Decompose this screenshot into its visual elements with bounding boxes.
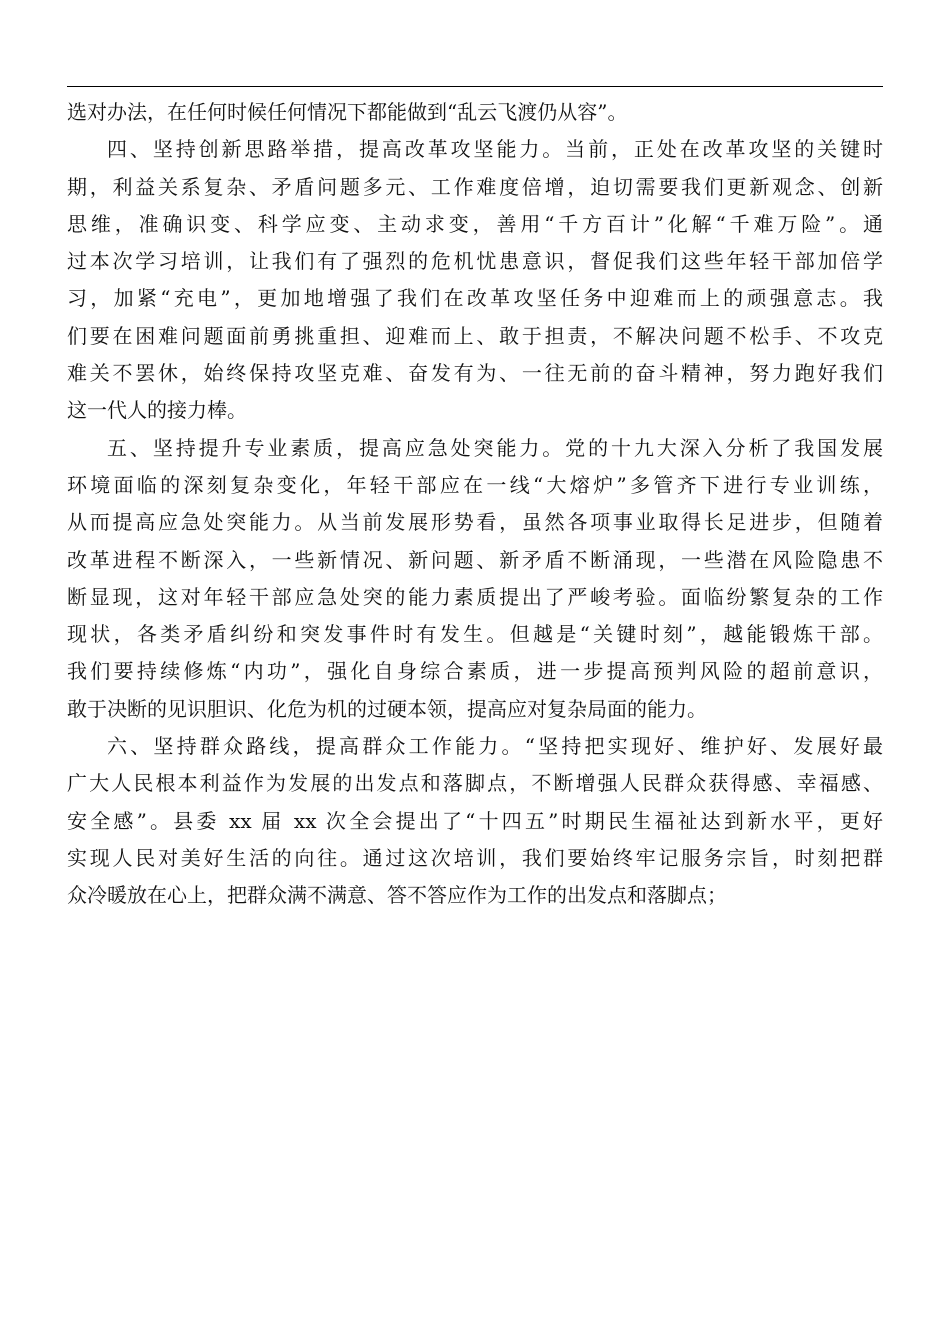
text-line: 期，利益关系复杂、矛盾问题多元、工作难度倍增，迫切需要我们更新观念、创新 xyxy=(67,174,883,199)
text-line: 广大人民根本利益作为发展的出发点和落脚点，不断增强人民群众获得感、幸福感、 xyxy=(67,771,883,796)
text-line: 选对办法，在任何时候任何情况下都能做到“乱云飞渡仍从容”。 xyxy=(67,100,628,124)
text-line: 六、坚持群众路线，提高群众工作能力。“坚持把实现好、维护好、发展好最 xyxy=(107,734,883,759)
text-line: 难关不罢休，始终保持攻坚克难、奋发有为、一往无前的奋斗精神，努力跑好我们 xyxy=(67,361,883,386)
text-line: 习，加紧“充电”，更加地增强了我们在改革攻坚任务中迎难而上的顽强意志。我 xyxy=(67,286,883,311)
text-line: 五、坚持提升专业素质，提高应急处突能力。党的十九大深入分析了我国发展 xyxy=(107,435,883,460)
text-line: 断显现，这对年轻干部应急处突的能力素质提出了严峻考验。面临纷繁复杂的工作 xyxy=(67,584,883,609)
text-line: 众冷暖放在心上，把群众满不满意、答不答应作为工作的出发点和落脚点； xyxy=(67,883,727,908)
text-line: 现状，各类矛盾纠纷和突发事件时有发生。但越是“关键时刻”，越能锻炼干部。 xyxy=(67,622,883,647)
document-body xyxy=(67,94,883,915)
text-line: 环境面临的深刻复杂变化，年轻干部应在一线“大熔炉”多管齐下进行专业训练， xyxy=(67,472,883,497)
header-rule xyxy=(67,86,883,87)
text-line: 们要在困难问题面前勇挑重担、迎难而上、敢于担责，不解决问题不松手、不攻克 xyxy=(67,323,883,348)
text-line: 改革进程不断深入，一些新情况、新问题、新矛盾不断涌现，一些潜在风险隐患不 xyxy=(67,547,883,572)
text-line: 敢于决断的见识胆识、化危为机的过硬本领，提高应对复杂局面的能力。 xyxy=(67,696,707,721)
text-line: 安全感”。县委 xx 届 xx 次全会提出了“十四五”时期民生福祉达到新水平，更好 xyxy=(67,808,883,833)
text-line: 从而提高应急处突能力。从当前发展形势看，虽然各项事业取得长足进步，但随着 xyxy=(67,510,883,535)
text-line: 这一代人的接力棒。 xyxy=(67,398,247,423)
text-line: 过本次学习培训，让我们有了强烈的危机忧患意识，督促我们这些年轻干部加倍学 xyxy=(67,249,883,274)
text-line: 实现人民对美好生活的向往。通过这次培训，我们要始终牢记服务宗旨，时刻把群 xyxy=(67,845,883,870)
text-line: 我们要持续修炼“内功”，强化自身综合素质，进一步提高预判风险的超前意识， xyxy=(67,659,883,684)
text-line: 四、坚持创新思路举措，提高改革攻坚能力。当前，正处在改革攻坚的关键时 xyxy=(107,137,883,162)
text-line: 思维，准确识变、科学应变、主动求变，善用“千方百计”化解“千难万险”。通 xyxy=(67,211,883,236)
